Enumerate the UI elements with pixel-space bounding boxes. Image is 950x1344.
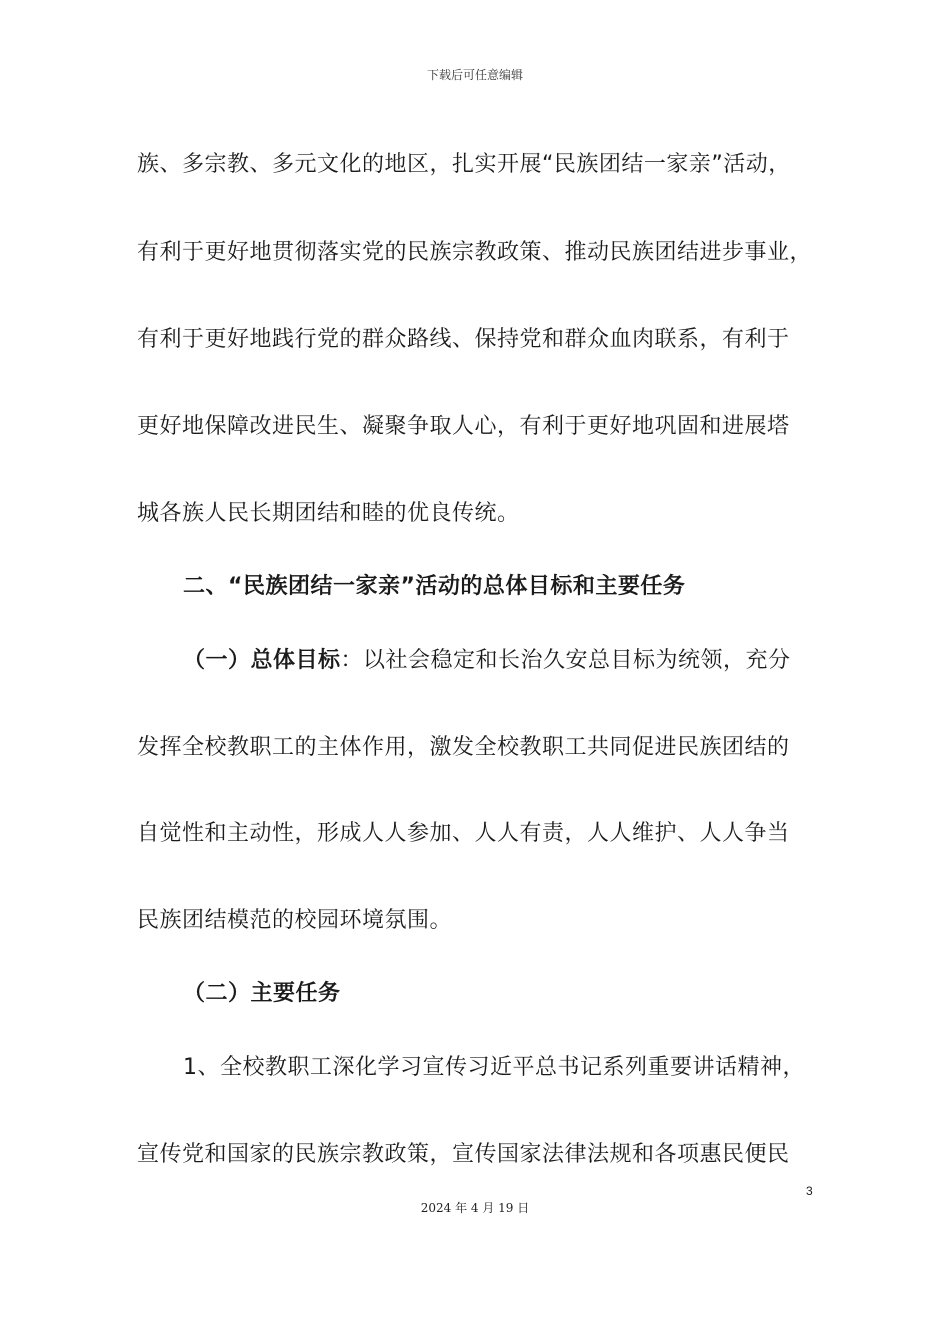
body-line-3: 有利于更好地践行党的群众路线、保持党和群众血肉联系，有利于	[137, 327, 790, 352]
page-number: 3	[806, 1184, 813, 1198]
goal-line-2: 发挥全校教职工的主体作用，激发全校教职工共同促进民族团结的	[137, 735, 790, 760]
goal-line-4: 民族团结模范的校园环境氛围。	[137, 908, 453, 933]
footer-date: 2024 年 4 月 19 日	[420, 1201, 530, 1215]
section-heading-2: 二、“民族团结一家亲”活动的总体目标和主要任务	[183, 574, 686, 599]
goal-line-3: 自觉性和主动性，形成人人参加、人人有责，人人维护、人人争当	[137, 821, 790, 846]
task1-line-2: 宣传党和国家的民族宗教政策，宣传国家法律法规和各项惠民便民	[137, 1142, 790, 1167]
tasks-heading: （二）主要任务	[183, 981, 341, 1006]
task1-first-line: 1、全校教职工深化学习宣传习近平总书记系列重要讲话精神，	[183, 1055, 805, 1080]
goal-text: ：以社会稳定和长治久安总目标为统领，充分	[340, 648, 791, 673]
goal-paragraph-first-line	[183, 646, 791, 676]
body-line-4: 更好地保障改进民生、凝聚争取人心，有利于更好地巩固和进展塔	[137, 414, 790, 439]
goal-label: （一）总体目标	[183, 648, 341, 673]
page-header: 下载后可任意编辑	[426, 68, 523, 82]
body-line-1: 族、多宗教、多元文化的地区，扎实开展“民族团结一家亲”活动，	[137, 152, 791, 177]
body-line-2: 有利于更好地贯彻落实党的民族宗教政策、推动民族团结进步事业，	[137, 240, 813, 265]
body-line-5: 城各族人民长期团结和睦的优良传统。	[137, 501, 520, 526]
